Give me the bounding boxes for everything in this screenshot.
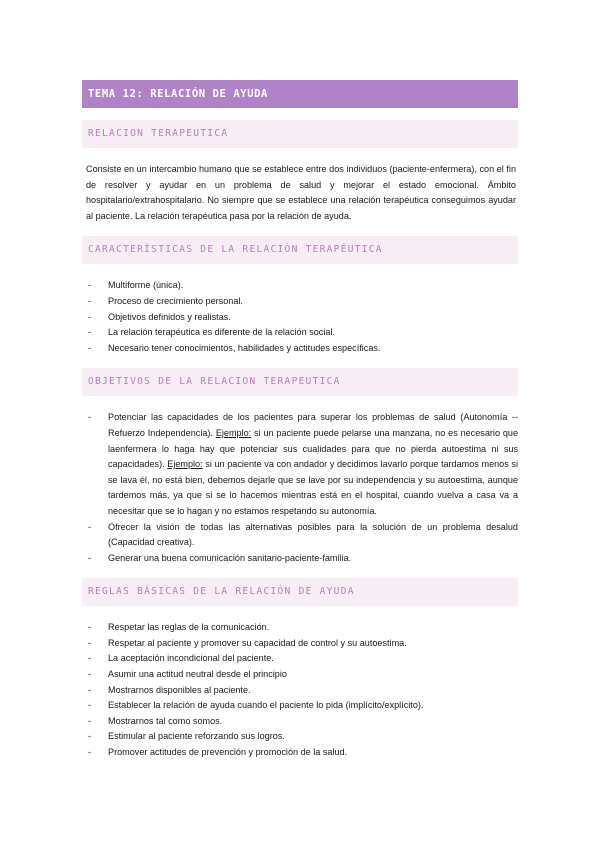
list-item-text: Proceso de crecimiento personal. <box>108 295 243 306</box>
list-item <box>82 714 518 730</box>
section-heading-caracteristicas: CARACTERÍSTICAS DE LA RELACIÓN TERAPÉUTICA <box>82 236 518 264</box>
list-item <box>82 294 518 310</box>
list-item-text: Multiforme (única). <box>108 280 184 291</box>
list-item <box>82 410 518 519</box>
section-heading-relacion-terapeutica: RELACION TERAPEUTICA <box>82 120 518 148</box>
section-heading-objetivos: OBJETIVOS DE LA RELACION TERAPEUTICA <box>82 368 518 396</box>
example-label: Ejemplo: <box>167 459 203 470</box>
list-item <box>82 745 518 761</box>
list-item-text: La relación terapéutica es diferente de la relación social. <box>108 327 335 338</box>
bullet-dash: - <box>88 280 92 291</box>
list-item-text: Objetivos definidos y realistas. <box>108 311 231 322</box>
list-item-text: Necesario tener conocimientos, habilidades y actitudes específicas. <box>108 342 381 353</box>
list-item-text: Asumir una actitud neutral desde el principio <box>108 669 287 680</box>
list-item <box>82 341 518 357</box>
list-item <box>82 278 518 294</box>
bullet-dash: - <box>88 637 92 648</box>
bullet-dash: - <box>88 412 92 423</box>
list-item <box>82 683 518 699</box>
list-item-text: Estimular al paciente reforzando sus logros. <box>108 731 285 742</box>
bullet-dash: - <box>88 747 92 758</box>
objetivo-text: Potenciar las capacidades de los pacientes para superar los problemas de salud (Autonomía --Refuerzo Independencia). <box>108 412 518 438</box>
list-item-text: Mostrarnos disponibles al paciente. <box>108 684 251 695</box>
list-item-text: Establecer la relación de ayuda cuando el paciente lo pida (implícito/explícito). <box>108 700 424 711</box>
list-item <box>82 551 518 567</box>
list-item <box>82 325 518 341</box>
list-item <box>82 636 518 652</box>
list-item-text: Mostrarnos tal como somos. <box>108 715 223 726</box>
bullet-dash: - <box>88 715 92 726</box>
list-item-text: Promover actitudes de prevención y promoción de la salud. <box>108 747 348 758</box>
objetivo-example-text: si un paciente va con andador y decidimos lavarlo porque tardamos menos si se lava él, no está bien, debemos dejarle que se lave por su independencia y su autoestima, aunque tardemos más, ya que si se lo hacemos mientras está en el hospital, cuando vuelva a casa va a necesitar que se lo hagan y no estamos respetando su autonomía. <box>108 459 518 516</box>
bullet-dash: - <box>88 684 92 695</box>
list-item <box>82 729 518 745</box>
list-item <box>82 698 518 714</box>
list-item <box>82 651 518 667</box>
bullet-dash: - <box>88 521 92 532</box>
bullet-dash: - <box>88 342 92 353</box>
list-item <box>82 310 518 326</box>
objetivos-list <box>82 410 518 566</box>
list-item <box>82 520 518 551</box>
list-item <box>82 667 518 683</box>
list-item-text: Ofrecer la visión de todas las alternativas posibles para la solución de un problema desalud (Capacidad creativa). <box>108 521 518 548</box>
document-title: TEMA 12: RELACIÓN DE AYUDA <box>82 80 518 108</box>
bullet-dash: - <box>88 552 92 563</box>
bullet-dash: - <box>88 653 92 664</box>
caracteristicas-list <box>82 278 518 356</box>
objetivo-example-text: si un paciente puede pelarse una manzana, no es necesario que laenfermera lo haga hay que potenciar sus cualidades para que no pierda autoestima ni sus capacidades). <box>108 427 519 470</box>
section-heading-reglas: REGLAS BÁSICAS DE LA RELACIÓN DE AYUDA <box>82 578 518 606</box>
document-page <box>82 80 518 761</box>
bullet-dash: - <box>88 669 92 680</box>
bullet-dash: - <box>88 731 92 742</box>
bullet-dash: - <box>88 311 92 322</box>
bullet-dash: - <box>88 700 92 711</box>
bullet-dash: - <box>88 327 92 338</box>
relacion-terapeutica-paragraph: Consiste en un intercambio humano que se establece entre dos individuos (paciente-enfermera), con el fin de resolver y ayudar en un problema de salud y mejorar el estado emocional. Ámbito hospitalario/extrahospitalario. No siempre que se establece una relación terapéutica conseguimos ayudar al paciente. La relación terapéutica pasa por la relación de ayuda. <box>86 164 516 221</box>
reglas-list <box>82 620 518 760</box>
list-item-text: Generar una buena comunicación sanitario-paciente-familia. <box>108 552 352 563</box>
bullet-dash: - <box>88 622 92 633</box>
bullet-dash: - <box>88 295 92 306</box>
list-item-text: Respetar al paciente y promover su capacidad de control y su autoestima. <box>108 637 407 648</box>
list-item-text: La aceptación incondicional del paciente. <box>108 653 274 664</box>
list-item-text: Respetar las reglas de la comunicación. <box>108 622 270 633</box>
list-item <box>82 620 518 636</box>
example-label: Ejemplo: <box>215 427 252 438</box>
